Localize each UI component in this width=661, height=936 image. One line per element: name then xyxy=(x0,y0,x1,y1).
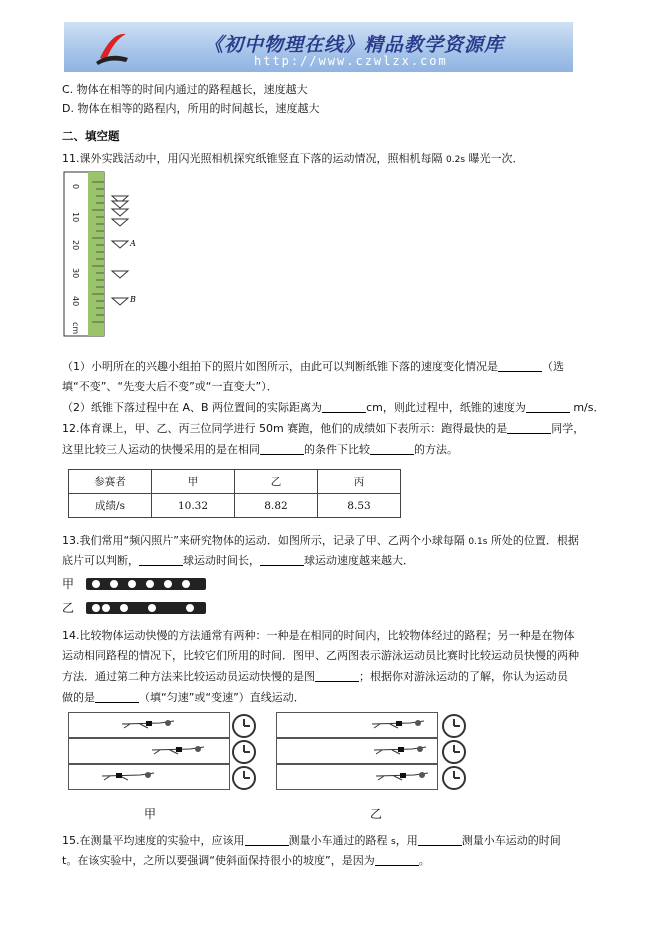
ball xyxy=(146,580,154,588)
ruler-tick: 10 xyxy=(71,212,80,223)
swimmer-icon xyxy=(374,770,430,782)
swimmer-icon xyxy=(120,718,176,730)
table-header: 丙 xyxy=(318,470,401,494)
table-header: 甲 xyxy=(152,470,235,494)
clock-icon xyxy=(442,714,466,738)
answer-blank[interactable] xyxy=(418,835,462,846)
table-header: 乙 xyxy=(235,470,318,494)
ruler-unit: cm xyxy=(71,322,80,335)
q13-line1: 13.我们常用“频闪照片”来研究物体的运动．如图所示，记录了甲、乙两个小球每隔 0.1s 所处的位置．根据 xyxy=(62,534,579,547)
clock-icon xyxy=(232,714,256,738)
q14-line4: 做的是 （填“匀速”或“变速”）直线运动． xyxy=(62,691,305,704)
paper-cone-photo xyxy=(62,170,152,340)
label-a: A xyxy=(130,239,136,248)
strip-jia xyxy=(86,578,206,590)
swimmer-icon xyxy=(372,744,428,756)
answer-blank[interactable] xyxy=(322,402,366,413)
banner-title: 《初中物理在线》精品教学资源库 xyxy=(204,34,505,56)
answer-blank[interactable] xyxy=(315,671,359,682)
answer-blank[interactable] xyxy=(260,555,304,566)
ball xyxy=(102,604,110,612)
label-yi: 乙 xyxy=(62,601,75,615)
banner-url: http://www.czwlzx.com xyxy=(254,54,448,68)
results-table xyxy=(68,469,401,518)
section-title: 二、填空题 xyxy=(62,129,120,143)
q12-line1: 12.体育课上，甲、乙、丙三位同学进行 50m 赛跑，他们的成绩如下表所示：跑得最快的是 同学， xyxy=(62,422,585,435)
answer-blank[interactable] xyxy=(375,855,419,866)
answer-blank[interactable] xyxy=(139,555,183,566)
ball xyxy=(92,604,100,612)
header-banner xyxy=(64,22,573,72)
clock-icon xyxy=(442,740,466,764)
ruler-tick: 0 xyxy=(71,184,80,190)
answer-blank[interactable] xyxy=(260,444,304,455)
ball xyxy=(148,604,156,612)
q11-part2: （2）纸锥下落过程中在 A、B 两位置间的实际距离为 cm，则此过程中，纸锥的速度为 m/s． xyxy=(62,401,605,414)
answer-blank[interactable] xyxy=(370,444,414,455)
ball xyxy=(92,580,100,588)
caption-jia: 甲 xyxy=(144,807,157,821)
ball xyxy=(120,604,128,612)
q13-line2: 底片可以判断， 球运动时间长， 球运动速度越来越大． xyxy=(62,554,414,567)
logo-icon xyxy=(92,28,132,66)
q14-line1: 14.比较物体运动快慢的方法通常有两种：一种是在相同的时间内，比较物体经过的路程；另一种是在物体 xyxy=(62,629,575,642)
clock-icon xyxy=(442,766,466,790)
option-c: C. 物体在相等的时间内通过的路程越长，速度越大 xyxy=(62,83,308,96)
label-jia: 甲 xyxy=(62,577,75,591)
table-row xyxy=(69,494,401,518)
ball xyxy=(182,580,190,588)
answer-blank[interactable] xyxy=(498,361,542,372)
table-cell: 8.82 xyxy=(235,494,318,518)
q14-line2: 运动相同路程的情况下，比较它们所用的时间．图甲、乙两图表示游泳运动员比赛时比较运动员快慢的两种 xyxy=(62,649,579,662)
ball xyxy=(110,580,118,588)
table-cell: 10.32 xyxy=(152,494,235,518)
answer-blank[interactable] xyxy=(245,835,289,846)
ball xyxy=(186,604,194,612)
ball xyxy=(128,580,136,588)
option-d: D. 物体在相等的路程内，所用的时间越长，速度越大 xyxy=(62,102,320,115)
q11-part1-line2: 填“不变”、“先变大后不变”或“一直变大”）． xyxy=(62,380,278,393)
table-cell: 成绩/s xyxy=(69,494,152,518)
swimmer-icon xyxy=(100,770,156,782)
ruler-tick: 20 xyxy=(71,240,80,251)
answer-blank[interactable] xyxy=(95,692,139,703)
clock-icon xyxy=(232,766,256,790)
label-b: B xyxy=(130,295,136,304)
table-cell: 8.53 xyxy=(318,494,401,518)
q15-line1: 15.在测量平均速度的实验中，应该用 测量小车通过的路程 s，用 测量小车运动的时间 xyxy=(62,834,561,847)
swimmer-icon xyxy=(370,718,426,730)
q11-part1-line1: （1）小明所在的兴趣小组拍下的照片如图所示，由此可以判断纸锥下落的速度变化情况是 （选 xyxy=(62,360,564,373)
strip-yi xyxy=(86,602,206,614)
swimmer-icon xyxy=(150,744,206,756)
q12-line2: 这里比较三人运动的快慢采用的是在相同 的条件下比较 的方法。 xyxy=(62,443,458,456)
ruler-tick: 40 xyxy=(71,296,80,307)
caption-yi: 乙 xyxy=(370,807,383,821)
table-header-row xyxy=(69,470,401,494)
q15-line2: t。在该实验中，之所以要强调“使斜面保持很小的坡度”，是因为 。 xyxy=(62,854,430,867)
q11-stem: 11.课外实践活动中，用闪光照相机探究纸锥竖直下落的运动情况，照相机每隔 0.2s 曝光一次． xyxy=(62,152,524,165)
ball xyxy=(164,580,172,588)
table-header: 参赛者 xyxy=(69,470,152,494)
q14-line3: 方法．通过第二种方法来比较运动员运动快慢的是图 ；根据你对游泳运动的了解，你认为运动员 xyxy=(62,670,568,683)
answer-blank[interactable] xyxy=(526,402,570,413)
ruler-tick: 30 xyxy=(71,268,80,279)
clock-icon xyxy=(232,740,256,764)
answer-blank[interactable] xyxy=(507,423,551,434)
